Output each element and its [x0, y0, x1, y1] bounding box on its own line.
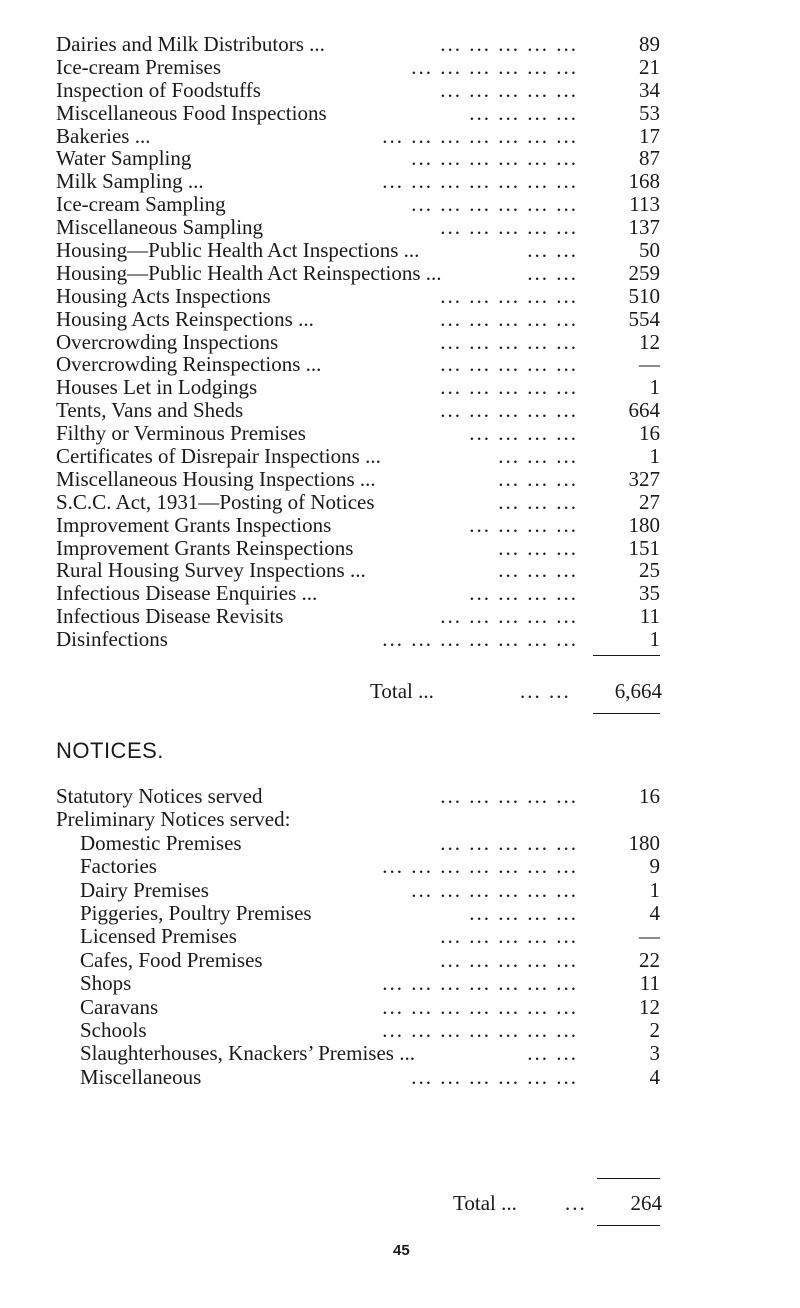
row-value: 1: [649, 627, 660, 652]
leader-dots: ... ... ... ... ...: [440, 307, 578, 331]
row-label: Infectious Disease Enquiries ...: [56, 581, 318, 606]
row-value: 16: [639, 784, 660, 808]
row-value: 4: [649, 900, 660, 925]
total-rule-bottom: [597, 1225, 660, 1226]
row-value: 89: [639, 32, 660, 56]
row-label: Miscellaneous Sampling: [56, 215, 264, 240]
table-row: [56, 1019, 688, 1042]
total-rule-top: [597, 1178, 660, 1179]
row-label: Improvement Grants Reinspections: [56, 535, 354, 560]
table-row: [56, 972, 688, 995]
row-label: Overcrowding Inspections: [56, 329, 279, 354]
leader-dots: ... ... ... ... ...: [440, 284, 578, 308]
row-label: Infectious Disease Revisits: [56, 604, 284, 629]
row-value: 1: [649, 375, 660, 400]
table-row: [56, 785, 688, 808]
table-row: [56, 308, 688, 331]
leader-dots: ... ...: [527, 261, 578, 285]
table-row: [56, 56, 688, 79]
row-label: Water Sampling: [56, 146, 192, 171]
row-label: Certificates of Disrepair Inspections ...: [56, 444, 381, 469]
row-value: 17: [639, 123, 660, 148]
leader-dots: ... ... ... ... ...: [440, 376, 578, 400]
leader-dots: ... ... ... ... ...: [440, 605, 578, 629]
inspections-table: [56, 33, 688, 651]
leader-dots: ...: [565, 1191, 587, 1215]
row-label: Miscellaneous Housing Inspections ...: [56, 466, 376, 491]
table-row: [56, 216, 688, 239]
row-label: Domestic Premises: [80, 830, 242, 855]
row-value: 22: [639, 947, 660, 972]
leader-dots: ... ... ... ... ... ... ...: [382, 855, 578, 879]
leader-dots: ... ...: [527, 239, 578, 262]
row-value: 113: [629, 192, 660, 217]
table-row: [56, 491, 688, 514]
row-label: Piggeries, Poultry Premises: [80, 900, 312, 925]
row-value: 664: [628, 398, 660, 423]
leader-dots: ... ... ...: [498, 559, 578, 583]
row-value: 35: [639, 581, 660, 606]
table-row: [56, 170, 688, 193]
row-value: 34: [639, 77, 660, 102]
row-value: 554: [628, 306, 660, 331]
row-value: 12: [639, 994, 660, 1019]
leader-dots: ... ... ... ... ... ... ...: [382, 972, 578, 996]
row-label: Ice-cream Premises: [56, 54, 221, 79]
leader-dots: ... ... ... ... ... ... ...: [382, 124, 578, 148]
row-label: Miscellaneous Food Inspections: [56, 100, 327, 125]
row-value: 259: [628, 260, 660, 285]
leader-dots: ... ... ... ... ... ... ...: [382, 1018, 578, 1042]
table-row: [56, 102, 688, 125]
table-row: [56, 399, 688, 422]
leader-dots: ... ... ... ... ...: [440, 948, 578, 972]
row-label: Preliminary Notices served:: [56, 807, 291, 832]
leader-dots: ... ...: [520, 679, 571, 703]
row-value: 180: [628, 512, 660, 537]
leader-dots: ... ... ... ... ...: [440, 785, 578, 808]
table-row: [56, 1042, 688, 1065]
row-label: Overcrowding Reinspections ...: [56, 352, 322, 377]
table-row: [56, 147, 688, 170]
leader-dots: ... ... ... ... ... ... ...: [382, 995, 578, 1019]
table-row: [56, 445, 688, 468]
row-value: 2: [649, 1017, 660, 1042]
table-row: [56, 582, 688, 605]
row-label: Slaughterhouses, Knackers’ Premises ...: [80, 1041, 415, 1066]
row-label: Housing—Public Health Act Reinspections ...: [56, 260, 442, 285]
row-value: 21: [639, 54, 660, 79]
leader-dots: ... ...: [527, 1042, 578, 1066]
table-row: [56, 79, 688, 102]
row-label: Factories: [80, 854, 157, 879]
row-value: 87: [639, 146, 660, 171]
row-value: 4: [649, 1064, 660, 1089]
table-row: [56, 262, 688, 285]
row-label: Schools: [80, 1017, 147, 1042]
leader-dots: ... ... ... ...: [469, 901, 578, 925]
row-label: Improvement Grants Inspections: [56, 512, 332, 537]
row-value: 151: [628, 535, 660, 560]
row-label: S.C.C. Act, 1931—Posting of Notices: [56, 489, 375, 514]
row-label: Milk Sampling ...: [56, 169, 204, 194]
total-value: 264: [630, 1191, 662, 1215]
table-row: [56, 514, 688, 537]
row-label: Disinfections: [56, 627, 168, 652]
notices-table: [56, 785, 688, 1089]
table-row: [56, 239, 688, 262]
table-row: [56, 996, 688, 1019]
leader-dots: ... ... ... ... ... ... ...: [382, 170, 578, 194]
table-row: [56, 902, 688, 925]
row-label: Cafes, Food Premises: [80, 947, 263, 972]
leader-dots: ... ... ... ...: [469, 101, 578, 125]
total-label: Total ...: [453, 1191, 517, 1215]
row-value: 180: [628, 830, 660, 855]
table-row: [56, 285, 688, 308]
leader-dots: ... ... ... ... ...: [440, 330, 578, 354]
table-row: [56, 628, 688, 651]
leader-dots: ... ... ... ... ...: [440, 78, 578, 102]
table-row: [56, 353, 688, 376]
leader-dots: ... ... ... ... ...: [440, 353, 578, 377]
row-value: 25: [639, 558, 660, 583]
row-label: Rural Housing Survey Inspections ...: [56, 558, 366, 583]
row-label: Dairy Premises: [80, 877, 209, 902]
page-number: 45: [393, 1242, 410, 1259]
row-value: 327: [628, 466, 660, 491]
row-value: —: [639, 352, 660, 377]
table-row: [56, 33, 688, 56]
table-row: [56, 949, 688, 972]
table-row: [56, 605, 688, 628]
row-value: 1: [649, 877, 660, 902]
row-label: Housing Acts Reinspections ...: [56, 306, 314, 331]
row-value: —: [639, 924, 660, 949]
total-rule-bottom: [593, 713, 660, 714]
row-value: 510: [628, 283, 660, 308]
row-label: Inspection of Foodstuffs: [56, 77, 261, 102]
leader-dots: ... ... ... ...: [469, 513, 578, 537]
table-row: [56, 808, 688, 831]
row-value: 12: [639, 329, 660, 354]
leader-dots: ... ... ... ... ... ...: [411, 55, 578, 79]
table-row: [56, 193, 688, 216]
row-value: 53: [639, 100, 660, 125]
leader-dots: ... ... ...: [498, 536, 578, 560]
table-row: [56, 422, 688, 445]
leader-dots: ... ... ... ... ...: [440, 216, 578, 240]
table-row: [56, 925, 688, 948]
table-row: [56, 855, 688, 878]
row-label: Housing—Public Health Act Inspections ...: [56, 238, 420, 263]
leader-dots: ... ... ... ... ... ...: [411, 147, 578, 171]
leader-dots: ... ... ... ... ... ...: [411, 1065, 578, 1089]
row-label: Dairies and Milk Distributors ...: [56, 32, 325, 56]
row-label: Ice-cream Sampling: [56, 192, 226, 217]
row-value: 16: [639, 421, 660, 446]
row-value: 9: [649, 854, 660, 879]
total-value: 6,664: [614, 679, 662, 703]
leader-dots: ... ... ... ... ...: [440, 33, 578, 56]
leader-dots: ... ... ... ... ...: [440, 399, 578, 423]
row-value: 3: [649, 1041, 660, 1066]
leader-dots: ... ... ...: [498, 490, 578, 514]
section-heading: NOTICES.: [56, 738, 164, 763]
table-row: [56, 376, 688, 399]
row-value: 11: [639, 604, 660, 629]
leader-dots: ... ... ... ...: [469, 422, 578, 446]
row-value: 168: [628, 169, 660, 194]
table-row: [56, 468, 688, 491]
leader-dots: ... ... ... ... ... ... ...: [382, 628, 578, 652]
table-row: [56, 832, 688, 855]
table-row: [56, 559, 688, 582]
total-label: Total ...: [370, 679, 434, 703]
row-label: Miscellaneous: [80, 1064, 202, 1089]
leader-dots: ... ... ... ... ...: [440, 831, 578, 855]
row-label: Caravans: [80, 994, 159, 1019]
row-label: Bakeries ...: [56, 123, 151, 148]
row-label: Filthy or Verminous Premises: [56, 421, 306, 446]
table-row: [56, 125, 688, 148]
row-value: 11: [639, 971, 660, 996]
row-label: Statutory Notices served: [56, 784, 263, 808]
row-value: 27: [639, 489, 660, 514]
row-value: 1: [649, 444, 660, 469]
leader-dots: ... ... ... ... ...: [440, 925, 578, 949]
leader-dots: ... ... ...: [498, 467, 578, 491]
row-value: 137: [628, 215, 660, 240]
table-row: [56, 879, 688, 902]
leader-dots: ... ... ... ... ... ...: [411, 193, 578, 217]
table-row: [56, 331, 688, 354]
total-rule-top: [593, 655, 660, 656]
table-row: [56, 1066, 688, 1089]
leader-dots: ... ... ... ... ... ...: [411, 878, 578, 902]
row-label: Shops: [80, 971, 132, 996]
row-label: Licensed Premises: [80, 924, 237, 949]
row-label: Tents, Vans and Sheds: [56, 398, 244, 423]
leader-dots: ... ... ... ...: [469, 582, 578, 606]
row-label: Houses Let in Lodgings: [56, 375, 258, 400]
table-row: [56, 537, 688, 560]
leader-dots: ... ... ...: [498, 445, 578, 468]
row-value: 50: [639, 238, 660, 263]
row-label: Housing Acts Inspections: [56, 283, 271, 308]
